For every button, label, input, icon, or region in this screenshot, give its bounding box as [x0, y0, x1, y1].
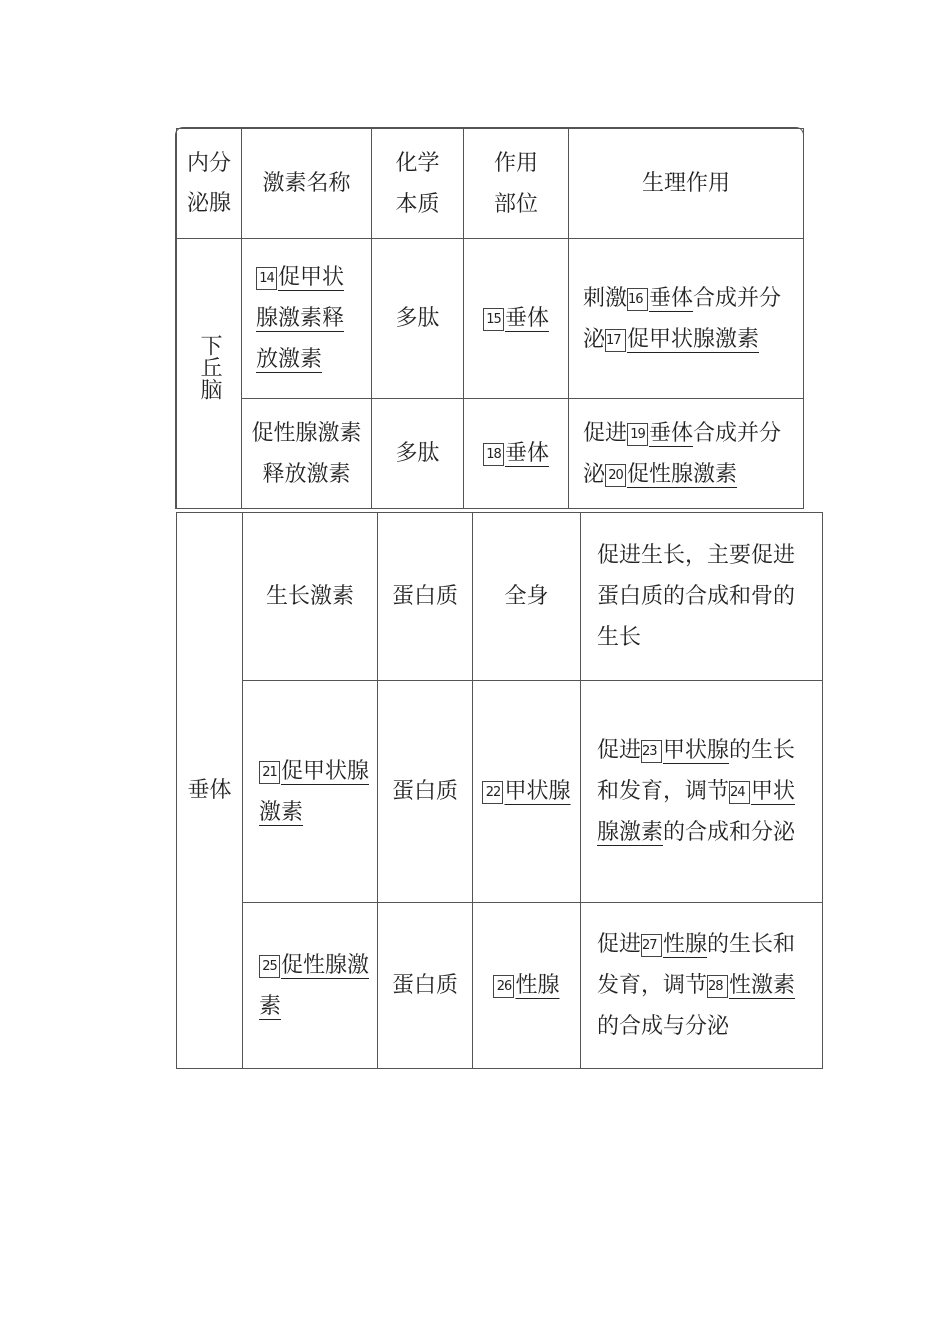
answer-text: 甲状腺激素 [597, 779, 796, 845]
header-nature: 化学本质 [372, 129, 464, 239]
effect-text: 的生长和发育，调节 [597, 738, 796, 804]
blank-number: 15 [483, 308, 504, 331]
hormone-name-cell [242, 399, 372, 509]
chem-nature-cell: 蛋白质 [378, 681, 473, 903]
blank-number: 21 [259, 761, 280, 784]
hormone-name-cell [243, 903, 378, 1069]
gland-cell-hypothalamus [177, 239, 242, 509]
target-cell [464, 239, 569, 399]
table-row [177, 239, 804, 399]
target-cell [473, 903, 581, 1069]
effect-cell: 促进生长，主要促进蛋白质的合成和骨的生长 [581, 513, 823, 681]
chem-nature-cell: 多肽 [372, 399, 464, 509]
answer-text: 性腺 [515, 973, 560, 998]
target-cell [464, 399, 569, 509]
header-effect: 生理作用 [569, 129, 804, 239]
answer-text: 垂体 [504, 441, 549, 466]
answer-text: 促性腺激素 [627, 461, 738, 487]
blank-number: 27 [641, 934, 662, 957]
chem-nature-cell: 蛋白质 [378, 903, 473, 1069]
table-row [177, 513, 823, 681]
header-target: 作用部位 [464, 129, 569, 239]
effect-cell [581, 903, 823, 1069]
effect-cell [581, 681, 823, 903]
gland-cell-pituitary: 垂体 [177, 513, 243, 1069]
answer-text: 性腺 [663, 932, 708, 957]
blank-number: 25 [259, 955, 280, 978]
chem-nature-cell: 多肽 [372, 239, 464, 399]
blank-number: 16 [627, 288, 648, 311]
effect-text: 的合成和分泌 [663, 820, 796, 845]
hormone-name-cell: 生长激素 [243, 513, 378, 681]
target-cell [473, 681, 581, 903]
hormone-name-cell [242, 239, 372, 399]
effect-text: 的合成与分泌 [597, 1014, 730, 1039]
table-row [177, 681, 823, 903]
effect-text: 合成并分泌 [583, 285, 782, 352]
hormone-name: 促性腺激素释放激素 [251, 420, 362, 487]
answer-text: 甲状腺 [663, 738, 730, 763]
effect-text: 促进 [597, 932, 642, 957]
blank-number: 20 [605, 464, 626, 487]
table-row [177, 903, 823, 1069]
hormone-name-cell [243, 681, 378, 903]
table-row [177, 399, 804, 509]
blank-number: 23 [641, 740, 662, 763]
effect-text: 促进 [597, 738, 642, 763]
blank-number: 26 [493, 975, 514, 998]
blank-number: 22 [482, 781, 503, 804]
gland-label: 下丘脑 [197, 333, 222, 400]
answer-text: 促性腺激素 [259, 952, 370, 1019]
answer-text: 促甲状腺激素释放激素 [256, 265, 345, 372]
answer-text: 性激素 [729, 973, 796, 998]
blank-number: 14 [256, 267, 277, 290]
chem-nature-cell: 蛋白质 [378, 513, 473, 681]
effect-text: 合成并分泌 [583, 420, 782, 487]
blank-number: 17 [605, 329, 626, 352]
answer-text: 垂体 [649, 420, 694, 446]
hormone-table-pituitary [176, 512, 823, 1069]
effect-text: 的生长和发育，调节 [597, 932, 796, 998]
hormone-table-hypothalamus [176, 128, 804, 509]
answer-text: 促甲状腺激素 [259, 758, 370, 825]
blank-number: 24 [729, 781, 750, 804]
target-cell: 全身 [473, 513, 581, 681]
answer-text: 促甲状腺激素 [627, 326, 760, 352]
effect-text: 促进 [583, 420, 628, 446]
answer-text: 甲状腺 [504, 779, 571, 804]
effect-text: 刺激 [583, 285, 628, 311]
blank-number: 28 [707, 975, 728, 998]
effect-cell [569, 399, 804, 509]
header-name: 激素名称 [242, 129, 372, 239]
answer-text: 垂体 [649, 285, 694, 311]
header-gland: 内分泌腺 [177, 129, 242, 239]
effect-cell [569, 239, 804, 399]
blank-number: 18 [483, 443, 504, 466]
table-header-row [177, 129, 804, 239]
answer-text: 垂体 [504, 306, 549, 331]
blank-number: 19 [627, 423, 648, 446]
